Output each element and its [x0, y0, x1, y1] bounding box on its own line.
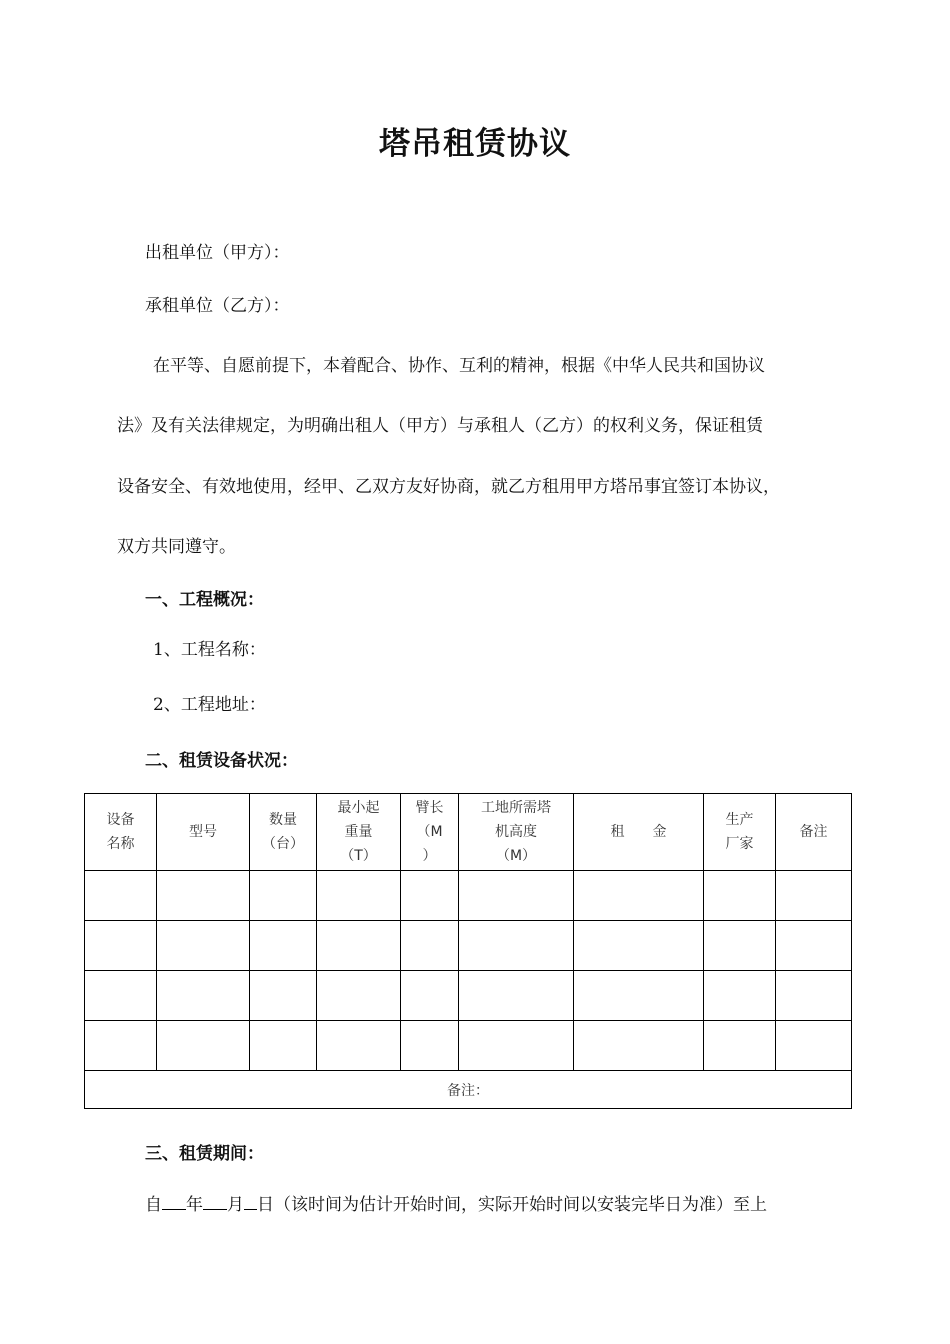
lease-period-text	[145, 1190, 767, 1215]
table-header-text: （M	[416, 824, 443, 840]
table-header-text: 最小起	[337, 800, 380, 816]
table-header-text: 名称	[106, 836, 135, 852]
table-cell[interactable]	[157, 1021, 250, 1071]
table-header-text: 生产	[725, 812, 754, 828]
project-address-label: 2、工程地址：	[153, 695, 266, 715]
table-cell[interactable]	[401, 1021, 459, 1071]
table-cell[interactable]	[459, 921, 574, 971]
table-cell[interactable]	[574, 971, 704, 1021]
lessee-label: 承租单位（乙方）：	[145, 296, 290, 316]
table-cell[interactable]	[250, 1021, 317, 1071]
table-header-text: 型号	[189, 824, 217, 840]
table-header-cell	[704, 794, 776, 871]
table-cell[interactable]	[85, 871, 157, 921]
table-header-text: （M）	[495, 848, 537, 864]
month-label: 月	[227, 1195, 244, 1215]
table-cell[interactable]	[574, 871, 704, 921]
table-cell[interactable]	[401, 921, 459, 971]
preamble-line-3: 设备安全、有效地使用，经甲、乙双方友好协商，就乙方租用甲方塔吊事宜签订本协议，	[117, 477, 780, 497]
table-header-text: （T）	[340, 848, 377, 864]
table-cell[interactable]	[574, 921, 704, 971]
table-header-row	[85, 794, 852, 871]
period-description: 日（该时间为估计开始时间，实际开始时间以安装完毕日为准）至上	[257, 1195, 767, 1215]
year-blank[interactable]	[162, 1193, 186, 1210]
table-note-label: 备注：	[85, 1071, 852, 1109]
table-header-cell	[157, 794, 250, 871]
table-cell[interactable]	[157, 921, 250, 971]
day-blank[interactable]	[244, 1193, 257, 1210]
table-cell[interactable]	[157, 971, 250, 1021]
table-header-text: 工地所需塔	[481, 800, 551, 816]
preamble-line-1: 在平等、自愿前提下，本着配合、协作、互利的精神，根据《中华人民共和国协议	[153, 356, 765, 376]
month-blank[interactable]	[203, 1193, 227, 1210]
year-label: 年	[186, 1195, 203, 1215]
table-cell[interactable]	[776, 971, 852, 1021]
table-cell[interactable]	[157, 871, 250, 921]
table-header-text: 臂长	[415, 800, 444, 816]
table-header-cell	[776, 794, 852, 871]
table-row	[85, 1021, 852, 1071]
table-cell[interactable]	[85, 1021, 157, 1071]
table-cell[interactable]	[250, 871, 317, 921]
table-header-text: 机高度	[495, 824, 537, 840]
table-note-row	[85, 1071, 852, 1109]
table-header-cell	[574, 794, 704, 871]
table-row	[85, 871, 852, 921]
table-header-text: 厂家	[725, 836, 754, 852]
lessor-label: 出租单位（甲方）：	[145, 243, 290, 263]
table-cell[interactable]	[776, 871, 852, 921]
document-title: 塔吊租赁协议	[379, 126, 571, 162]
table-cell[interactable]	[85, 921, 157, 971]
table-header-text: 租 金	[610, 824, 667, 840]
preamble-line-4: 双方共同遵守。	[117, 537, 236, 557]
project-name-label: 1、工程名称：	[153, 640, 266, 660]
table-header-text: 重量	[344, 824, 373, 840]
preamble-line-2: 法》及有关法律规定，为明确出租人（甲方）与承租人（乙方）的权利义务，保证租赁	[117, 416, 763, 436]
table-header-cell	[401, 794, 459, 871]
section-2-heading: 二、租赁设备状况：	[145, 751, 298, 771]
table-header-text: 备注	[799, 824, 828, 840]
table-row	[85, 921, 852, 971]
table-cell[interactable]	[574, 1021, 704, 1071]
table-cell[interactable]	[704, 871, 776, 921]
table-header-cell	[250, 794, 317, 871]
table-cell[interactable]	[776, 921, 852, 971]
table-header-cell	[317, 794, 401, 871]
table-header-text: ）	[422, 848, 437, 864]
table-cell[interactable]	[401, 971, 459, 1021]
table-cell[interactable]	[250, 921, 317, 971]
table-cell[interactable]	[459, 1021, 574, 1071]
equipment-table	[84, 793, 852, 1109]
table-cell[interactable]	[704, 1021, 776, 1071]
table-cell[interactable]	[317, 871, 401, 921]
table-cell[interactable]	[401, 871, 459, 921]
table-cell[interactable]	[85, 971, 157, 1021]
table-cell[interactable]	[776, 1021, 852, 1071]
table-cell[interactable]	[704, 971, 776, 1021]
table-cell[interactable]	[704, 921, 776, 971]
table-row	[85, 971, 852, 1021]
section-1-heading: 一、工程概况：	[145, 590, 264, 610]
table-header-text: （台）	[262, 836, 304, 852]
section-3-heading: 三、租赁期间：	[145, 1144, 264, 1164]
table-header-text: 数量	[269, 812, 297, 828]
table-header-text: 设备	[106, 812, 135, 828]
table-cell[interactable]	[317, 1021, 401, 1071]
table-cell[interactable]	[317, 921, 401, 971]
table-header-cell	[85, 794, 157, 871]
table-cell[interactable]	[250, 971, 317, 1021]
table-cell[interactable]	[459, 971, 574, 1021]
table-cell[interactable]	[317, 971, 401, 1021]
table-cell[interactable]	[459, 871, 574, 921]
table-header-cell	[459, 794, 574, 871]
from-label: 自	[145, 1195, 162, 1215]
